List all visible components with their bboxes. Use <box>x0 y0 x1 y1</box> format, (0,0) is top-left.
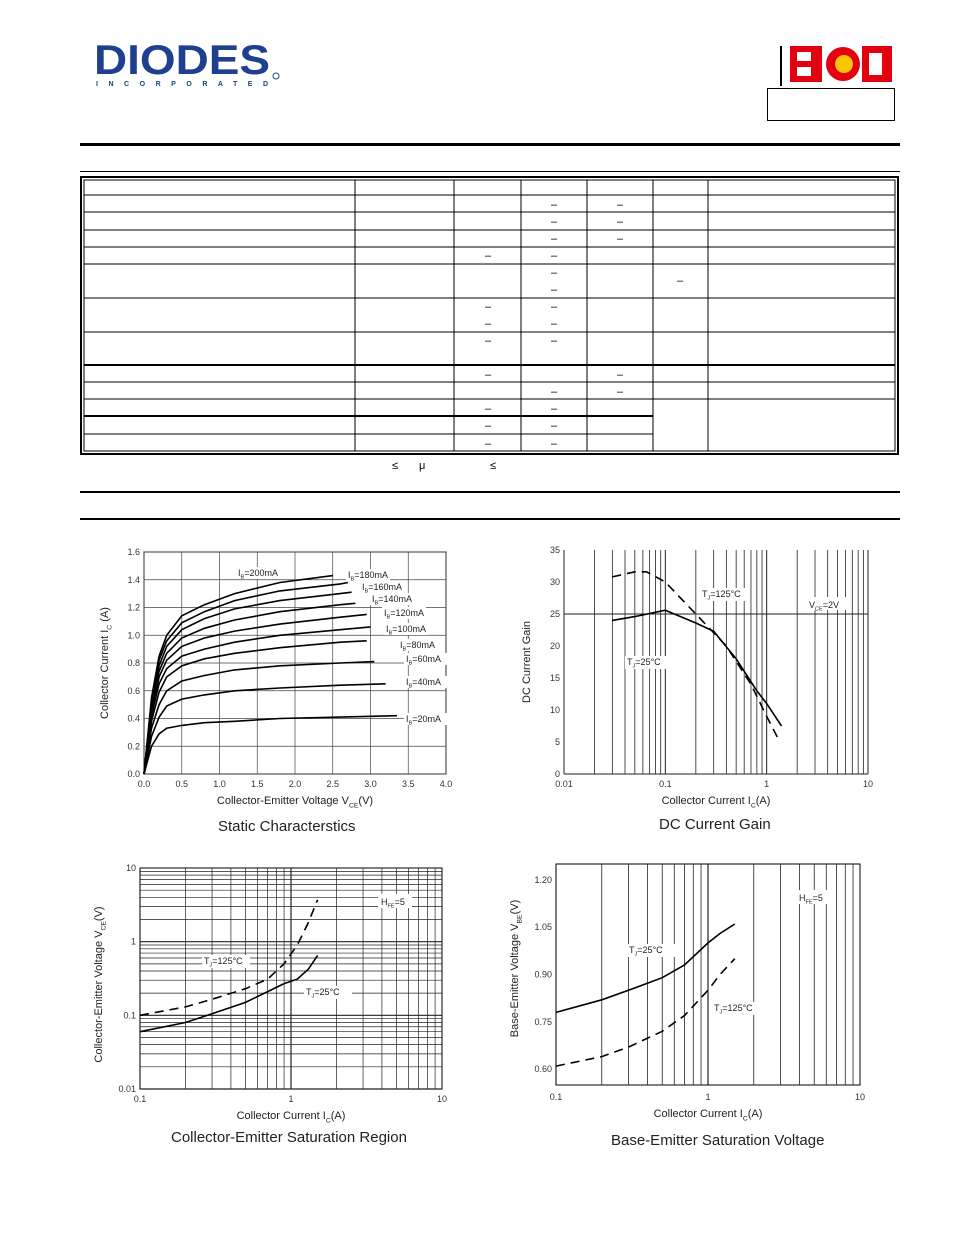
table-dash: – <box>484 420 492 432</box>
y-tick-label: 1.6 <box>127 547 140 557</box>
condition-label: $V_{CE}=2V$ <box>809 600 840 613</box>
y-tick-label: 0.4 <box>127 713 140 724</box>
y-tick-label: 10 <box>125 863 136 873</box>
table-dash: – <box>550 250 558 262</box>
chart-title-ce-sat: Collector-Emitter Saturation Region <box>171 1129 407 1146</box>
section-rule-2 <box>80 491 900 493</box>
table-dash: – <box>550 420 558 432</box>
electrical-characteristics-table <box>80 176 900 456</box>
x-axis-label: Collector-Emitter Voltage $V_{CE}(V)$ <box>216 795 374 810</box>
table-dash: – <box>484 301 492 313</box>
y-tick-label: 1.20 <box>534 874 552 885</box>
x-tick-label: 0.1 <box>549 1092 563 1102</box>
x-axis-label: Collector Current $I_C(A)$ <box>661 795 771 810</box>
series-label: $T_J=25^\circ C$ <box>627 657 661 670</box>
y-tick-label: 25 <box>549 609 560 619</box>
y-tick-label: 0 <box>554 769 560 779</box>
table-dash: – <box>550 216 558 228</box>
diodes-wordmark: DIODES <box>94 38 270 83</box>
table-dash: – <box>484 318 492 330</box>
table-dash: – <box>550 335 558 347</box>
note-le-2: ≤ <box>490 460 497 472</box>
y-axis-label: Collector Current $I_C$ (A) <box>99 607 114 719</box>
y-axis-label: DC Current Gain <box>521 621 533 703</box>
condition-label: $H_{FE}=5$ <box>799 893 823 906</box>
condition-label: $H_{FE}=5$ <box>381 897 405 910</box>
table-dash: – <box>616 386 624 398</box>
y-tick-label: 0.0 <box>127 769 140 779</box>
x-tick-label: 1.0 <box>213 779 226 789</box>
series-label: $I_B=40mA$ <box>406 677 442 690</box>
series-label: $I_B=100mA$ <box>386 624 427 637</box>
series-label: $I_B=20mA$ <box>406 714 442 727</box>
x-tick-label: 10 <box>436 1094 448 1104</box>
x-tick-label: 3.0 <box>364 779 377 789</box>
registered-mark <box>273 73 279 79</box>
table-dash: – <box>616 369 624 381</box>
x-tick-label: 4.0 <box>439 779 453 789</box>
table-dash: – <box>550 199 558 211</box>
note-mu: μ <box>419 460 426 472</box>
y-axis-label: Base-Emitter Voltage $V_{BE}(V)$ <box>509 899 524 1038</box>
section-rule-3 <box>80 518 900 520</box>
y-tick-label: 0.8 <box>127 658 140 668</box>
y-tick-label: 0.1 <box>123 1010 136 1021</box>
y-tick-label: 5 <box>554 737 560 747</box>
series-label: $T_J=25^\circ C$ <box>629 945 663 958</box>
table-dash: – <box>484 438 492 450</box>
bcd-wordmark: BCD <box>790 44 793 45</box>
table-dash: – <box>550 386 558 398</box>
series-label: $I_B=60mA$ <box>406 654 442 667</box>
y-tick-label: 0.90 <box>534 969 552 980</box>
bcd-logo-area <box>780 40 896 122</box>
x-tick-label: 10 <box>854 1092 866 1102</box>
series-label: $T_J=125^\circ C$ <box>204 956 243 969</box>
y-tick-label: 15 <box>549 673 560 683</box>
x-tick-label: 2.0 <box>288 779 302 789</box>
table-dash: – <box>550 403 558 415</box>
series-label: $I_B=180mA$ <box>348 570 389 583</box>
y-tick-label: 0.01 <box>118 1084 136 1094</box>
y-tick-label: 20 <box>549 641 560 651</box>
plot-area <box>564 550 868 774</box>
y-tick-label: 1.05 <box>534 922 552 933</box>
series-label: $I_B=200mA$ <box>238 568 279 581</box>
x-tick-label: 3.5 <box>401 779 415 789</box>
table-dash: – <box>484 403 492 415</box>
table-dash: – <box>550 318 558 330</box>
diodes-logo <box>92 38 282 88</box>
y-tick-label: 0.60 <box>534 1064 552 1075</box>
y-tick-label: 30 <box>549 577 560 587</box>
chart-title-be-sat: Base-Emitter Saturation Voltage <box>611 1132 825 1149</box>
diodes-subtitle: INCORPORATED <box>96 81 268 88</box>
table-dash: – <box>550 301 558 313</box>
chart-title-dc-gain: DC Current Gain <box>659 816 771 833</box>
y-tick-label: 1 <box>130 936 136 947</box>
x-tick-label: 2.5 <box>326 779 340 789</box>
x-tick-label: 1.5 <box>250 779 264 789</box>
header-rule <box>80 143 900 146</box>
diodes-logo-mark <box>92 38 282 88</box>
series-label: $I_B=120mA$ <box>384 608 425 621</box>
series-label: $I_B=160mA$ <box>362 582 403 595</box>
x-tick-label: 0.1 <box>133 1094 147 1104</box>
y-tick-label: 35 <box>549 545 560 555</box>
series-label: $T_J=25^\circ C$ <box>306 987 340 1000</box>
y-axis-label: Collector-Emitter Voltage $V_{CE}(V)$ <box>93 906 108 1063</box>
part-number-box <box>767 88 895 121</box>
bcd-divider <box>780 46 782 86</box>
static-characteristics-chart <box>90 540 470 820</box>
ce-saturation-chart <box>84 858 464 1130</box>
x-tick-label: 0.5 <box>175 779 189 789</box>
series-label: $I_B=80mA$ <box>400 640 436 653</box>
y-tick-label: 1.2 <box>127 602 140 613</box>
table-dash: – <box>550 267 558 279</box>
x-tick-label: 0.01 <box>555 779 573 789</box>
x-tick-label: 0.0 <box>137 779 151 789</box>
x-axis-label: Collector Current $I_C(A)$ <box>236 1110 346 1125</box>
y-tick-label: 0.75 <box>534 1016 552 1027</box>
table-dash: – <box>550 438 558 450</box>
series-label: $I_B=140mA$ <box>372 594 413 607</box>
table-dash: – <box>484 335 492 347</box>
chart-title-static: Static Characterstics <box>218 818 356 835</box>
y-tick-label: 1.4 <box>127 574 140 585</box>
table-dash: – <box>616 216 624 228</box>
table-dash: – <box>616 233 624 245</box>
table-dash: – <box>616 199 624 211</box>
x-tick-label: 1 <box>764 779 770 789</box>
section-rule-1 <box>80 171 900 172</box>
x-tick-label: 1 <box>288 1094 294 1104</box>
x-tick-label: 0.1 <box>659 779 672 789</box>
y-tick-label: 0.6 <box>127 685 140 696</box>
series-label: $T_J=125^\circ C$ <box>702 589 741 602</box>
table-dash: – <box>550 233 558 245</box>
dc-current-gain-chart <box>512 540 892 815</box>
x-axis-label: Collector Current $I_C(A)$ <box>653 1108 763 1123</box>
x-tick-label: 10 <box>862 779 874 789</box>
table-dash: – <box>550 284 558 296</box>
series-label: $T_J=125^\circ C$ <box>714 1003 753 1016</box>
table-dash: – <box>484 369 492 381</box>
note-le-1: ≤ <box>392 460 399 472</box>
y-tick-label: 0.2 <box>127 741 140 752</box>
be-saturation-chart <box>500 858 884 1130</box>
table-dash: – <box>676 275 684 287</box>
y-tick-label: 10 <box>549 705 560 715</box>
bcd-logo <box>790 44 894 86</box>
table-dashes <box>485 199 684 450</box>
y-tick-label: 1.0 <box>127 630 140 641</box>
x-tick-label: 1 <box>705 1092 711 1102</box>
table-dash: – <box>484 250 492 262</box>
